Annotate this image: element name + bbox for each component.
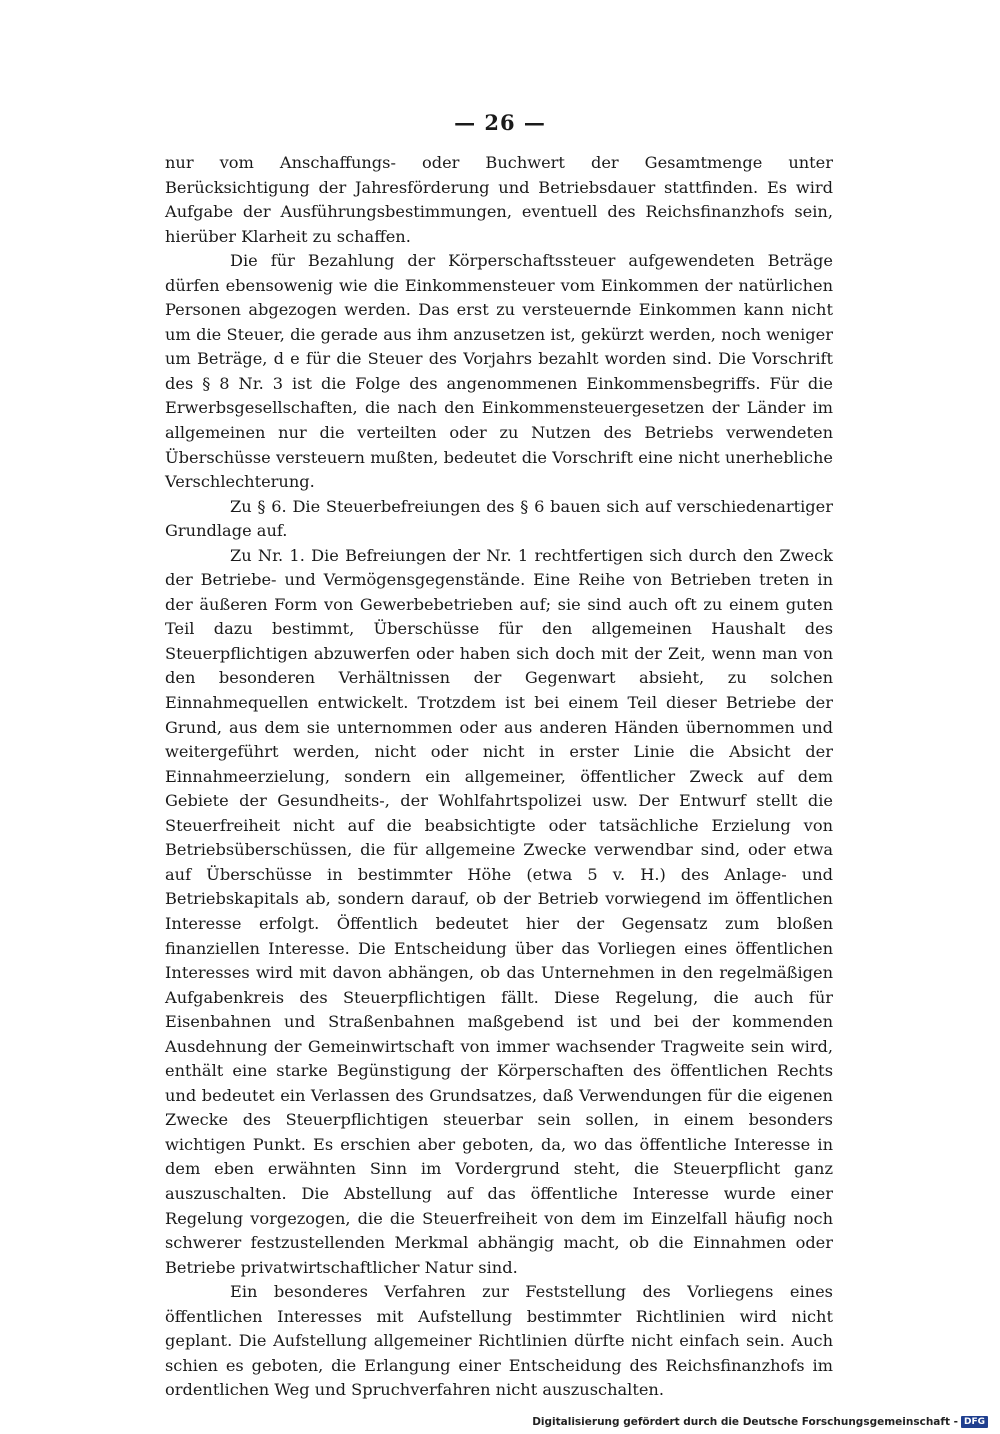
- digitization-credit: [532, 1416, 988, 1428]
- paragraph-procedure: Ein besonderes Verfahren zur Feststellung des Vorliegens eines öffentlichen Interesses mit Aufstellung bestimmter Richtlinien wird nicht geplant. Die Aufstellung allgemeiner Richtlinien dürfte nicht einfach sein. Auch schien es geboten, die Erlangung einer Entscheidung des Reichsfinanzhofs im ordentlichen Weg und Spruchverfahren nicht auszuschalten.: [165, 1282, 833, 1400]
- paragraph-nr-1: Zu Nr. 1. Die Befreiungen der Nr. 1 rechtfertigen sich durch den Zweck der Betriebe- und Vermögensgegenstände. Eine Reihe von Betrieben treten in der äußeren Form von Gewerbebetrieben auf; sie sind auch oft zu einem guten Teil dazu bestimmt, Überschüsse für den allgemeinen Haushalt des Steuerpflichtigen abzuwerfen oder haben sich doch mit der Zeit, wenn man von den besonderen Verhältnissen der Gegenwart absieht, zu solchen Einnahmequellen entwickelt. Trotzdem ist bei einem Teil dieser Betriebe der Grund, aus dem sie unternommen oder aus anderen Händen übernommen und weitergeführt werden, nicht oder nicht in erster Linie die Absicht der Einnahmeerzielung, sondern ein allgemeiner, öffentlicher Zweck auf dem Gebiete der Gesundheits-, der Wohlfahrtspolizei usw. Der Entwurf stellt die Steuerfreiheit nicht auf die beabsichtigte oder tatsächliche Erzielung von Betriebsüberschüssen, die für allgemeine Zwecke verwendbar sind, oder etwa auf Überschüsse in bestimmter Höhe (etwa 5 v. H.) des Anlage- und Betriebskapitals ab, sondern darauf, ob der Betrieb vorwiegend im öffentlichen Interesse erfolgt. Öffentlich bedeutet hier der Gegensatz zum bloßen finanziellen Interesse. Die Entscheidung über das Vorliegen eines öffentlichen Interesses wird mit davon abhängen, ob das Unternehmen in den regelmäßigen Aufgabenkreis des Steuerpflichtigen fällt. Diese Regelung, die auch für Eisenbahnen und Straßenbahnen maßgebend ist und bei der kommenden Ausdehnung der Gemeinwirtschaft von immer wachsender Tragweite sein wird, enthält eine starke Begünstigung der Körperschaften des öffentlichen Rechts und bedeutet ein Verlassen des Grundsatzes, daß Verwendungen für die eigenen Zwecke des Steuerpflichtigen steuerbar sein sollen, in einem besonders wichtigen Punkt. Es erschien aber geboten, da, wo das öffentliche Interesse in dem eben erwähnten Sinn im Vordergrund steht, die Steuerpflicht ganz auszuschalten. Die Abstellung auf das öffentliche Interesse wurde einer Regelung vorgezogen, die die Steuerfreiheit von dem im Einzelfall häufig noch schwerer festzustellenden Merkmal abhängig macht, ob die Einnahmen oder Betriebe privatwirtschaftlicher Natur sind.: [165, 545, 833, 1277]
- paragraph-tax-payments: Die für Bezahlung der Körperschaftssteuer aufgewendeten Beträge dürfen ebensowenig wie die Einkommensteuer vom Einkommen der natürlichen Personen abgezogen werden. Das erst zu versteuernde Einkommen kann nicht um die Steuer, die gerade aus ihm anzusetzen ist, gekürzt werden, noch weniger um Beträge, d e für die Steuer des Vorjahrs bezahlt worden sind. Die Vorschrift des § 8 Nr. 3 ist die Folge des angenommenen Einkommensbegriffs. Für die Erwerbsgesellschaften, die nach den Einkommensteuergesetzen der Länder im allgemeinen nur die verteilten oder zu Nutzen des Betriebs verwendeten Überschüsse versteuern mußten, bedeutet die Vorschrift eine nicht unerhebliche Verschlechterung.: [165, 251, 833, 492]
- credit-text: Digitalisierung gefördert durch die Deutsche Forschungsgemeinschaft -: [532, 1416, 958, 1428]
- page-number: — 26 —: [454, 110, 546, 135]
- paragraph-continuation: nur vom Anschaffungs- oder Buchwert der Gesamtmenge unter Berücksichtigung der Jahresförderung und Betriebsdauer stattfinden. Es wird Aufgabe der Ausführungsbestimmungen, eventuell des Reichsfinanzhofs sein, hierüber Klarheit zu schaffen.: [165, 153, 833, 246]
- dfg-logo: DFG: [961, 1416, 988, 1428]
- body-text: [165, 151, 833, 1403]
- paragraph-section-6: Zu § 6. Die Steuerbefreiungen des § 6 bauen sich auf verschiedenartiger Grundlage auf.: [165, 496, 833, 541]
